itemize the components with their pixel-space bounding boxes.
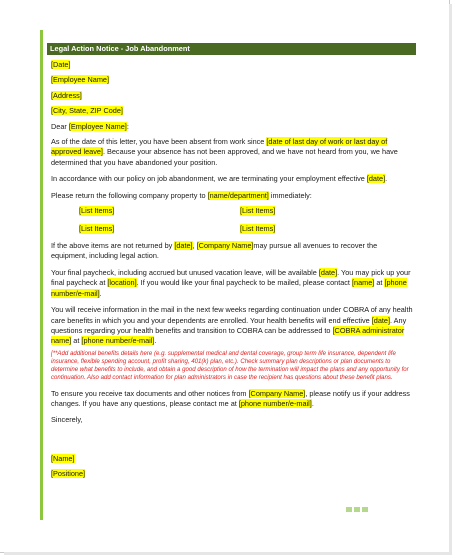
city-line	[51, 106, 415, 116]
list-item[interactable]: [List Items]	[79, 206, 115, 216]
salutation	[51, 122, 415, 132]
letter-body	[51, 60, 415, 480]
list-row	[51, 224, 415, 236]
list-item[interactable]: [List Items]	[240, 206, 276, 216]
p1-text-end: . Because your absence has not been approved, and we have not heard from you, we have determined that you have abandoned your position.	[51, 147, 398, 167]
list-item[interactable]: [List Items]	[240, 224, 276, 234]
list-row	[51, 206, 415, 218]
decorative-square	[362, 507, 368, 512]
employee-name-field[interactable]: [Employee Name]	[51, 75, 109, 85]
benefits-end-date-field[interactable]: [date]	[371, 315, 391, 325]
p4-sep: ,	[192, 241, 197, 251]
document-title: Legal Action Notice - Job Abandonment	[47, 43, 416, 55]
employee-name-line	[51, 75, 415, 85]
p5-text-4: at	[374, 278, 385, 288]
p6-text: You will receive information in the mail in the next few weeks regarding continuation under COBRA of any health care benefits in which you and your dependents are enrolled. Your health benefits will end effective	[51, 305, 413, 325]
effective-date-field[interactable]: [date]	[366, 174, 386, 184]
address-line	[51, 91, 415, 101]
p6-text-2: . Any questions regarding your health benefits and transition to COBRA can be addressed to	[51, 315, 407, 335]
green-side-bar	[40, 30, 43, 520]
paragraph-tax	[51, 389, 415, 410]
p7-text-end: .	[311, 398, 314, 408]
p2-text: In accordance with our policy on job abandonment, we are terminating your employment effective	[51, 174, 367, 184]
location-field[interactable]: [location]	[107, 278, 137, 288]
p2-text-end: .	[385, 174, 388, 184]
benefits-note: [**Add additional benefits details here (e.g. supplemental medical and dental coverage, group term life insurance, dependent life insurance, flexible spending account, profit sharing, 401(k) plan, etc.). Check summary plan descriptions or plan documents to determine what benefits to include, and obtain a good description of how the termination will impact the plans and any opportunity for continuation. Also add contact information for plan administrators in case the recipient has questions about these benefit plans.	[51, 349, 409, 382]
paragraph-termination	[51, 174, 415, 184]
paragraph-absence	[51, 137, 415, 168]
last-work-date-field[interactable]: [date of last day of work or last day of approved leave]	[51, 137, 388, 157]
p4-text: If the above items are not returned by	[51, 241, 175, 251]
contact-phone-field[interactable]: [phone number/e-mail]	[238, 398, 312, 408]
salutation-prefix: Dear	[51, 121, 69, 131]
p7-text: To ensure you receive tax documents and other notices from	[51, 388, 249, 398]
paycheck-date-field[interactable]: [date]	[318, 267, 338, 277]
signature-position-line	[51, 469, 415, 479]
decorative-square	[346, 507, 352, 512]
company-name-field-2[interactable]: [Company Name]	[248, 388, 306, 398]
paragraph-return	[51, 241, 415, 262]
p3-text-end: immediately:	[268, 190, 312, 200]
p3-text: Please return the following company property to	[51, 190, 208, 200]
date-field[interactable]: [Date]	[51, 60, 71, 69]
p5-text-3: . If you would like your final paycheck to be mailed, please contact	[136, 278, 352, 288]
paragraph-cobra	[51, 305, 415, 347]
city-state-zip-field[interactable]: [City, State, ZIP Code]	[51, 106, 123, 116]
p5-text-end: .	[99, 288, 102, 298]
p4-text-end: may pursue all avenues to recover the equipment, including legal action.	[51, 241, 378, 261]
p1-text: As of the date of this letter, you have been absent from work since	[51, 137, 267, 147]
closing: Sincerely,	[51, 415, 83, 425]
paragraph-paycheck	[51, 268, 415, 299]
salutation-suffix: :	[126, 121, 129, 131]
date-line	[51, 60, 415, 70]
p7-text-2: , please notify us if your address changes. If you have any questions, please contact me at	[51, 388, 410, 408]
cobra-admin-field[interactable]: [COBRA administrator name]	[51, 325, 405, 346]
company-name-field[interactable]: [Company Name]	[196, 241, 254, 251]
salutation-name-field[interactable]: [Employee Name]	[68, 121, 127, 131]
contact-name-field[interactable]: [name]	[352, 278, 375, 288]
p5-text-2: . You may pick up your final paycheck at	[51, 267, 411, 288]
phone-email-field[interactable]: [phone number/e-mail]	[51, 278, 407, 298]
department-field[interactable]: [name/department]	[207, 190, 269, 200]
list-item[interactable]: [List Items]	[79, 224, 115, 234]
address-field[interactable]: [Address]	[51, 90, 82, 100]
signature-position-field[interactable]: [Positione]	[51, 469, 86, 479]
p6-text-end: .	[154, 336, 157, 346]
paragraph-property	[51, 191, 415, 201]
return-date-field[interactable]: [date]	[174, 241, 193, 251]
p5-text: Your final paycheck, including accrued but unused vacation leave, will be available	[51, 267, 319, 277]
p6-text-3: at	[71, 336, 82, 346]
signature-name-field[interactable]: [Name]	[51, 453, 75, 463]
decorative-square	[354, 507, 360, 512]
cobra-contact-field[interactable]: [phone number/e-mail]	[81, 336, 155, 346]
signature-name-line	[51, 454, 415, 464]
